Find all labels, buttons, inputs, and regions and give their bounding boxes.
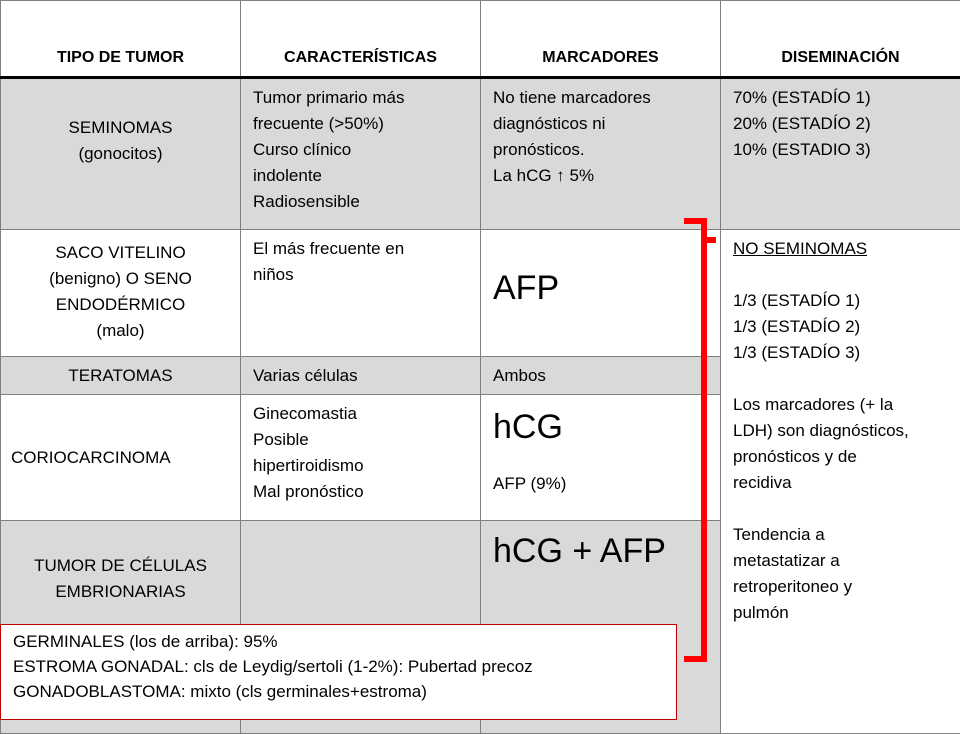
marker-big: hCG — [493, 407, 712, 447]
text-line: Los marcadores (+ la — [733, 392, 952, 418]
text-line: Curso clínico — [253, 137, 472, 163]
text-line: ENDODÉRMICO — [7, 292, 234, 318]
text-line: El más frecuente en — [253, 236, 472, 262]
text-line: Tendencia a — [733, 522, 952, 548]
text-line: diagnósticos ni — [493, 111, 712, 137]
header-marcadores: MARCADORES — [481, 1, 721, 78]
cell-corio-tipo: CORIOCARCINOMA — [1, 395, 241, 521]
cell-saco-caracteristicas — [241, 230, 481, 357]
text-line: niños — [253, 262, 472, 288]
text-line: indolente — [253, 163, 472, 189]
cell-corio-caracteristicas — [241, 395, 481, 521]
footnote-box — [0, 624, 677, 720]
marker-big: hCG + AFP — [493, 531, 712, 571]
text-line: Ginecomastia — [253, 401, 472, 427]
text-line: LDH) son diagnósticos, — [733, 418, 952, 444]
spacer — [733, 262, 952, 288]
text-line: Radiosensible — [253, 189, 472, 215]
no-seminomas-title: NO SEMINOMAS — [733, 236, 952, 262]
text-line: retroperitoneo y — [733, 574, 952, 600]
text-line: SEMINOMAS — [7, 115, 234, 141]
row-saco-vitelino — [1, 230, 960, 357]
cell-teratomas-caracteristicas: Varias células — [241, 357, 481, 395]
text-line: Posible — [253, 427, 472, 453]
text-line: hipertiroidismo — [253, 453, 472, 479]
cell-teratomas-tipo: TERATOMAS — [1, 357, 241, 395]
text-line: (gonocitos) — [7, 141, 234, 167]
footnote-line: GERMINALES (los de arriba): 95% — [13, 629, 676, 654]
text-line: (malo) — [7, 318, 234, 344]
spacer — [733, 366, 952, 392]
text-line: EMBRIONARIAS — [7, 579, 234, 605]
marker-sub: AFP (9%) — [493, 471, 712, 497]
text-line: pronósticos. — [493, 137, 712, 163]
cell-saco-tipo — [1, 230, 241, 357]
header-caracteristicas: CARACTERÍSTICAS — [241, 1, 481, 78]
header-tipo: TIPO DE TUMOR — [1, 1, 241, 78]
text-line: Tumor primario más — [253, 85, 472, 111]
marker-big: AFP — [493, 268, 712, 308]
text-line: 1/3 (ESTADÍO 1) — [733, 288, 952, 314]
cell-seminomas-diseminacion — [721, 78, 960, 230]
text-line: (benigno) O SENO — [7, 266, 234, 292]
text-line: Mal pronóstico — [253, 479, 472, 505]
cell-seminomas-tipo — [1, 78, 241, 230]
text-line: pronósticos y de — [733, 444, 952, 470]
text-line: 1/3 (ESTADÍO 2) — [733, 314, 952, 340]
text-line: 1/3 (ESTADÍO 3) — [733, 340, 952, 366]
cell-seminomas-caracteristicas — [241, 78, 481, 230]
text-line: frecuente (>50%) — [253, 111, 472, 137]
text-line: La hCG ↑ 5% — [493, 163, 712, 189]
text-line: No tiene marcadores — [493, 85, 712, 111]
text-line: pulmón — [733, 600, 952, 626]
red-bracket-icon — [678, 218, 718, 662]
text-line: 70% (ESTADÍO 1) — [733, 85, 952, 111]
text-line: metastatizar a — [733, 548, 952, 574]
header-diseminacion: DISEMINACIÓN — [721, 1, 960, 78]
text-line: TUMOR DE CÉLULAS — [7, 553, 234, 579]
cell-seminomas-marcadores — [481, 78, 721, 230]
cell-teratomas-marcadores: Ambos — [481, 357, 721, 395]
text-line: recidiva — [733, 470, 952, 496]
header-row — [1, 1, 960, 78]
text-line: 10% (ESTADIO 3) — [733, 137, 952, 163]
text-line: SACO VITELINO — [7, 240, 234, 266]
footnote-line: GONADOBLASTOMA: mixto (cls germinales+estroma) — [13, 679, 676, 704]
bracket-path — [684, 221, 716, 659]
row-seminomas — [1, 78, 960, 230]
footnote-line: ESTROMA GONADAL: cls de Leydig/sertoli (1-2%): Pubertad precoz — [13, 654, 676, 679]
spacer — [733, 496, 952, 522]
text-line: 20% (ESTADÍO 2) — [733, 111, 952, 137]
cell-no-seminomas-diseminacion — [721, 230, 960, 734]
